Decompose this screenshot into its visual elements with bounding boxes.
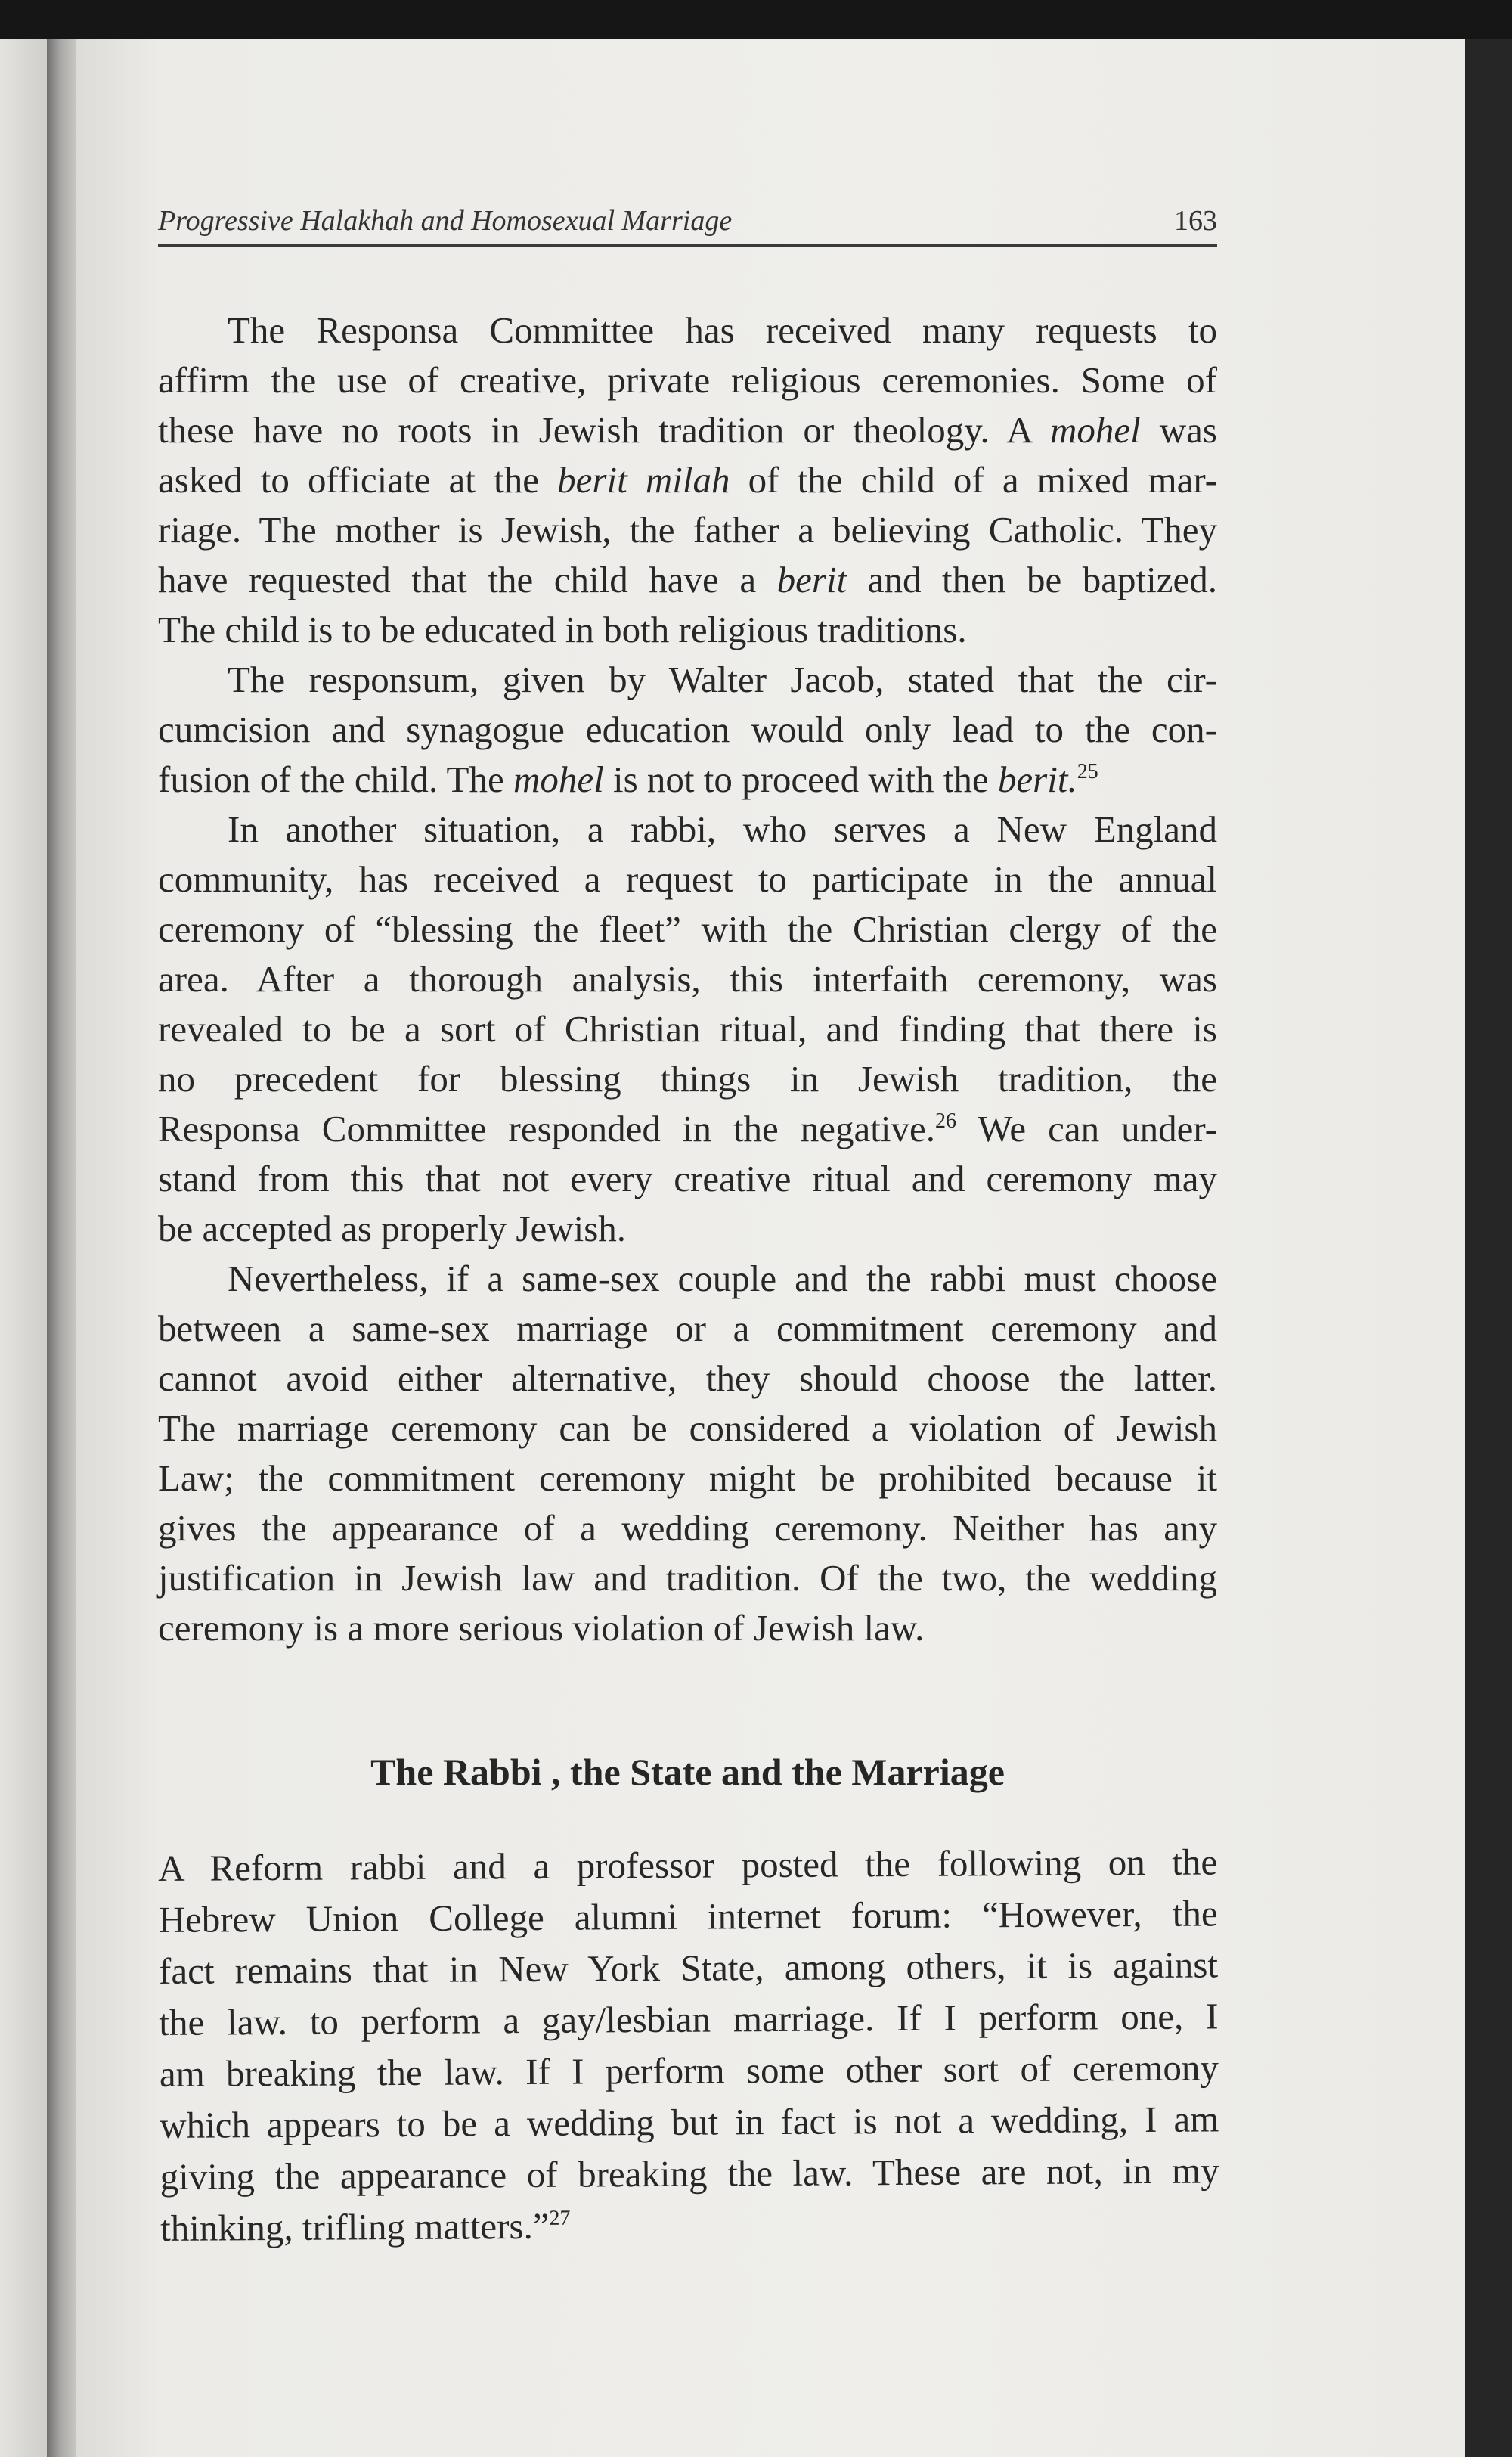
text-line <box>158 605 1217 655</box>
section-heading: The Rabbi , the State and the Marriage <box>370 1751 1005 1793</box>
italic-term: berit milah <box>557 459 730 501</box>
text-run: A Reform rabbi and a professor posted the following on the <box>158 1841 1218 1889</box>
paragraph <box>158 805 1217 1254</box>
text-run: gives the appearance of a wedding ceremony. Neither has any <box>158 1507 1217 1549</box>
text-line <box>158 405 1217 455</box>
text-run: affirm the use of creative, private religious ceremonies. Some of <box>158 359 1217 401</box>
text-run: The child is to be educated in both religious traditions. <box>158 609 967 650</box>
text-line <box>158 1836 1217 1894</box>
text-line <box>158 805 1217 855</box>
text-run: The Responsa Committee has received many requests to <box>228 309 1217 351</box>
text-line <box>158 1404 1217 1453</box>
text-line <box>158 555 1217 605</box>
text-line <box>158 1503 1217 1553</box>
text-run: stand from this that not every creative ritual and ceremony may <box>158 1158 1217 1199</box>
text-run: between a same-sex marriage or a commitment ceremony and <box>158 1308 1217 1349</box>
text-run: In another situation, a rabbi, who serves a New England <box>228 808 1217 850</box>
running-title: Progressive Halakhah and Homosexual Marriage <box>158 205 733 237</box>
page-number: 163 <box>1174 205 1217 237</box>
text-run: Nevertheless, if a same-sex couple and the rabbi must choose <box>228 1258 1217 1299</box>
text-run: be accepted as properly Jewish. <box>158 1208 627 1249</box>
text-line <box>158 1104 1217 1154</box>
text-run: Hebrew Union College alumni internet forum: “However, the <box>158 1892 1218 1940</box>
text-run: community, has received a request to participate in the annual <box>158 858 1217 900</box>
facing-page-edge <box>0 39 47 2457</box>
text-line <box>160 2042 1219 2100</box>
text-line <box>158 1154 1217 1204</box>
text-line <box>158 306 1217 355</box>
text-run: no precedent for blessing things in Jewish tradition, the <box>158 1058 1217 1100</box>
text-line <box>158 1453 1217 1503</box>
text-run: We can under- <box>956 1108 1217 1149</box>
text-run: asked to officiate at the <box>158 459 558 501</box>
text-run: giving the appearance of breaking the law. These are not, in my <box>160 2149 1219 2198</box>
book-gutter <box>47 39 77 2457</box>
paragraph <box>158 306 1217 655</box>
scan-top-edge <box>0 0 1512 39</box>
text-line <box>160 2093 1219 2151</box>
section-body-text <box>158 1836 1219 2254</box>
footnote-ref: 27 <box>549 2206 571 2230</box>
text-run: of the child of a mixed mar- <box>730 459 1217 501</box>
text-run: Law; the commitment ceremony might be prohibited because it <box>158 1457 1217 1499</box>
text-run: riage. The mother is Jewish, the father a believing Catholic. They <box>158 509 1217 551</box>
body-text <box>158 306 1217 1653</box>
text-line <box>158 855 1217 904</box>
text-run: thinking, trifling matters.” <box>160 2204 550 2249</box>
text-line <box>158 1553 1217 1603</box>
text-line <box>158 1354 1217 1404</box>
text-run: The marriage ceremony can be considered a violation of Jewish <box>158 1407 1217 1449</box>
text-line <box>158 355 1217 405</box>
text-run: cumcision and synagogue education would only lead to the con- <box>158 709 1217 750</box>
text-run: have requested that the child have a <box>158 559 777 600</box>
text-run: was <box>1140 409 1217 451</box>
text-line <box>158 904 1217 954</box>
text-line <box>158 455 1217 505</box>
text-line <box>159 1990 1218 2049</box>
text-run: and then be baptized. <box>847 559 1217 600</box>
text-line <box>160 2145 1219 2203</box>
text-line <box>158 1004 1217 1054</box>
text-run: Responsa Committee responded in the negative. <box>158 1108 935 1149</box>
text-line <box>158 1254 1217 1304</box>
text-line <box>158 655 1217 705</box>
text-run: the law. to perform a gay/lesbian marriage. If I perform one, I <box>159 1995 1219 2043</box>
paragraph <box>158 1254 1217 1653</box>
italic-term: mohel <box>513 759 604 800</box>
text-run: area. After a thorough analysis, this interfaith ceremony, was <box>158 958 1217 1000</box>
italic-term: berit. <box>997 759 1077 800</box>
text-run: fusion of the child. The <box>158 759 513 800</box>
text-run: The responsum, given by Walter Jacob, stated that the cir- <box>228 659 1217 700</box>
text-line <box>160 2196 1219 2254</box>
text-run: cannot avoid either alternative, they should choose the latter. <box>158 1357 1217 1399</box>
text-run: fact remains that in New York State, among others, it is against <box>158 1944 1219 1992</box>
text-line <box>159 1939 1218 1997</box>
text-run: ceremony of “blessing the fleet” with the Christian clergy of the <box>158 908 1217 950</box>
text-line <box>158 1204 1217 1254</box>
text-run: revealed to be a sort of Christian ritual, and finding that there is <box>158 1008 1217 1050</box>
italic-term: mohel <box>1049 409 1141 451</box>
paragraph <box>158 655 1217 805</box>
footnote-ref: 25 <box>1077 760 1098 783</box>
text-run: justification in Jewish law and tradition. Of the two, the wedding <box>158 1557 1217 1599</box>
italic-term: berit <box>776 559 847 600</box>
text-run: ceremony is a more serious violation of Jewish law. <box>158 1607 925 1649</box>
text-run: which appears to be a wedding but in fact is not a wedding, I am <box>160 2098 1219 2146</box>
header-rule <box>158 244 1217 247</box>
text-line <box>158 954 1217 1004</box>
text-line <box>158 755 1217 805</box>
text-run: am breaking the law. If I perform some other sort of ceremony <box>159 2046 1219 2095</box>
text-line <box>158 1603 1217 1653</box>
text-line <box>158 505 1217 555</box>
running-header <box>158 198 1217 244</box>
text-run: these have no roots in Jewish tradition or theology. A <box>158 409 1050 451</box>
text-run: is not to proceed with the <box>603 759 998 800</box>
footnote-ref: 26 <box>935 1109 956 1133</box>
paragraph <box>158 1836 1219 2254</box>
text-line <box>158 705 1217 755</box>
text-line <box>158 1054 1217 1104</box>
text-line <box>158 1888 1217 1946</box>
scan-right-edge <box>1465 39 1512 2457</box>
text-line <box>158 1304 1217 1354</box>
